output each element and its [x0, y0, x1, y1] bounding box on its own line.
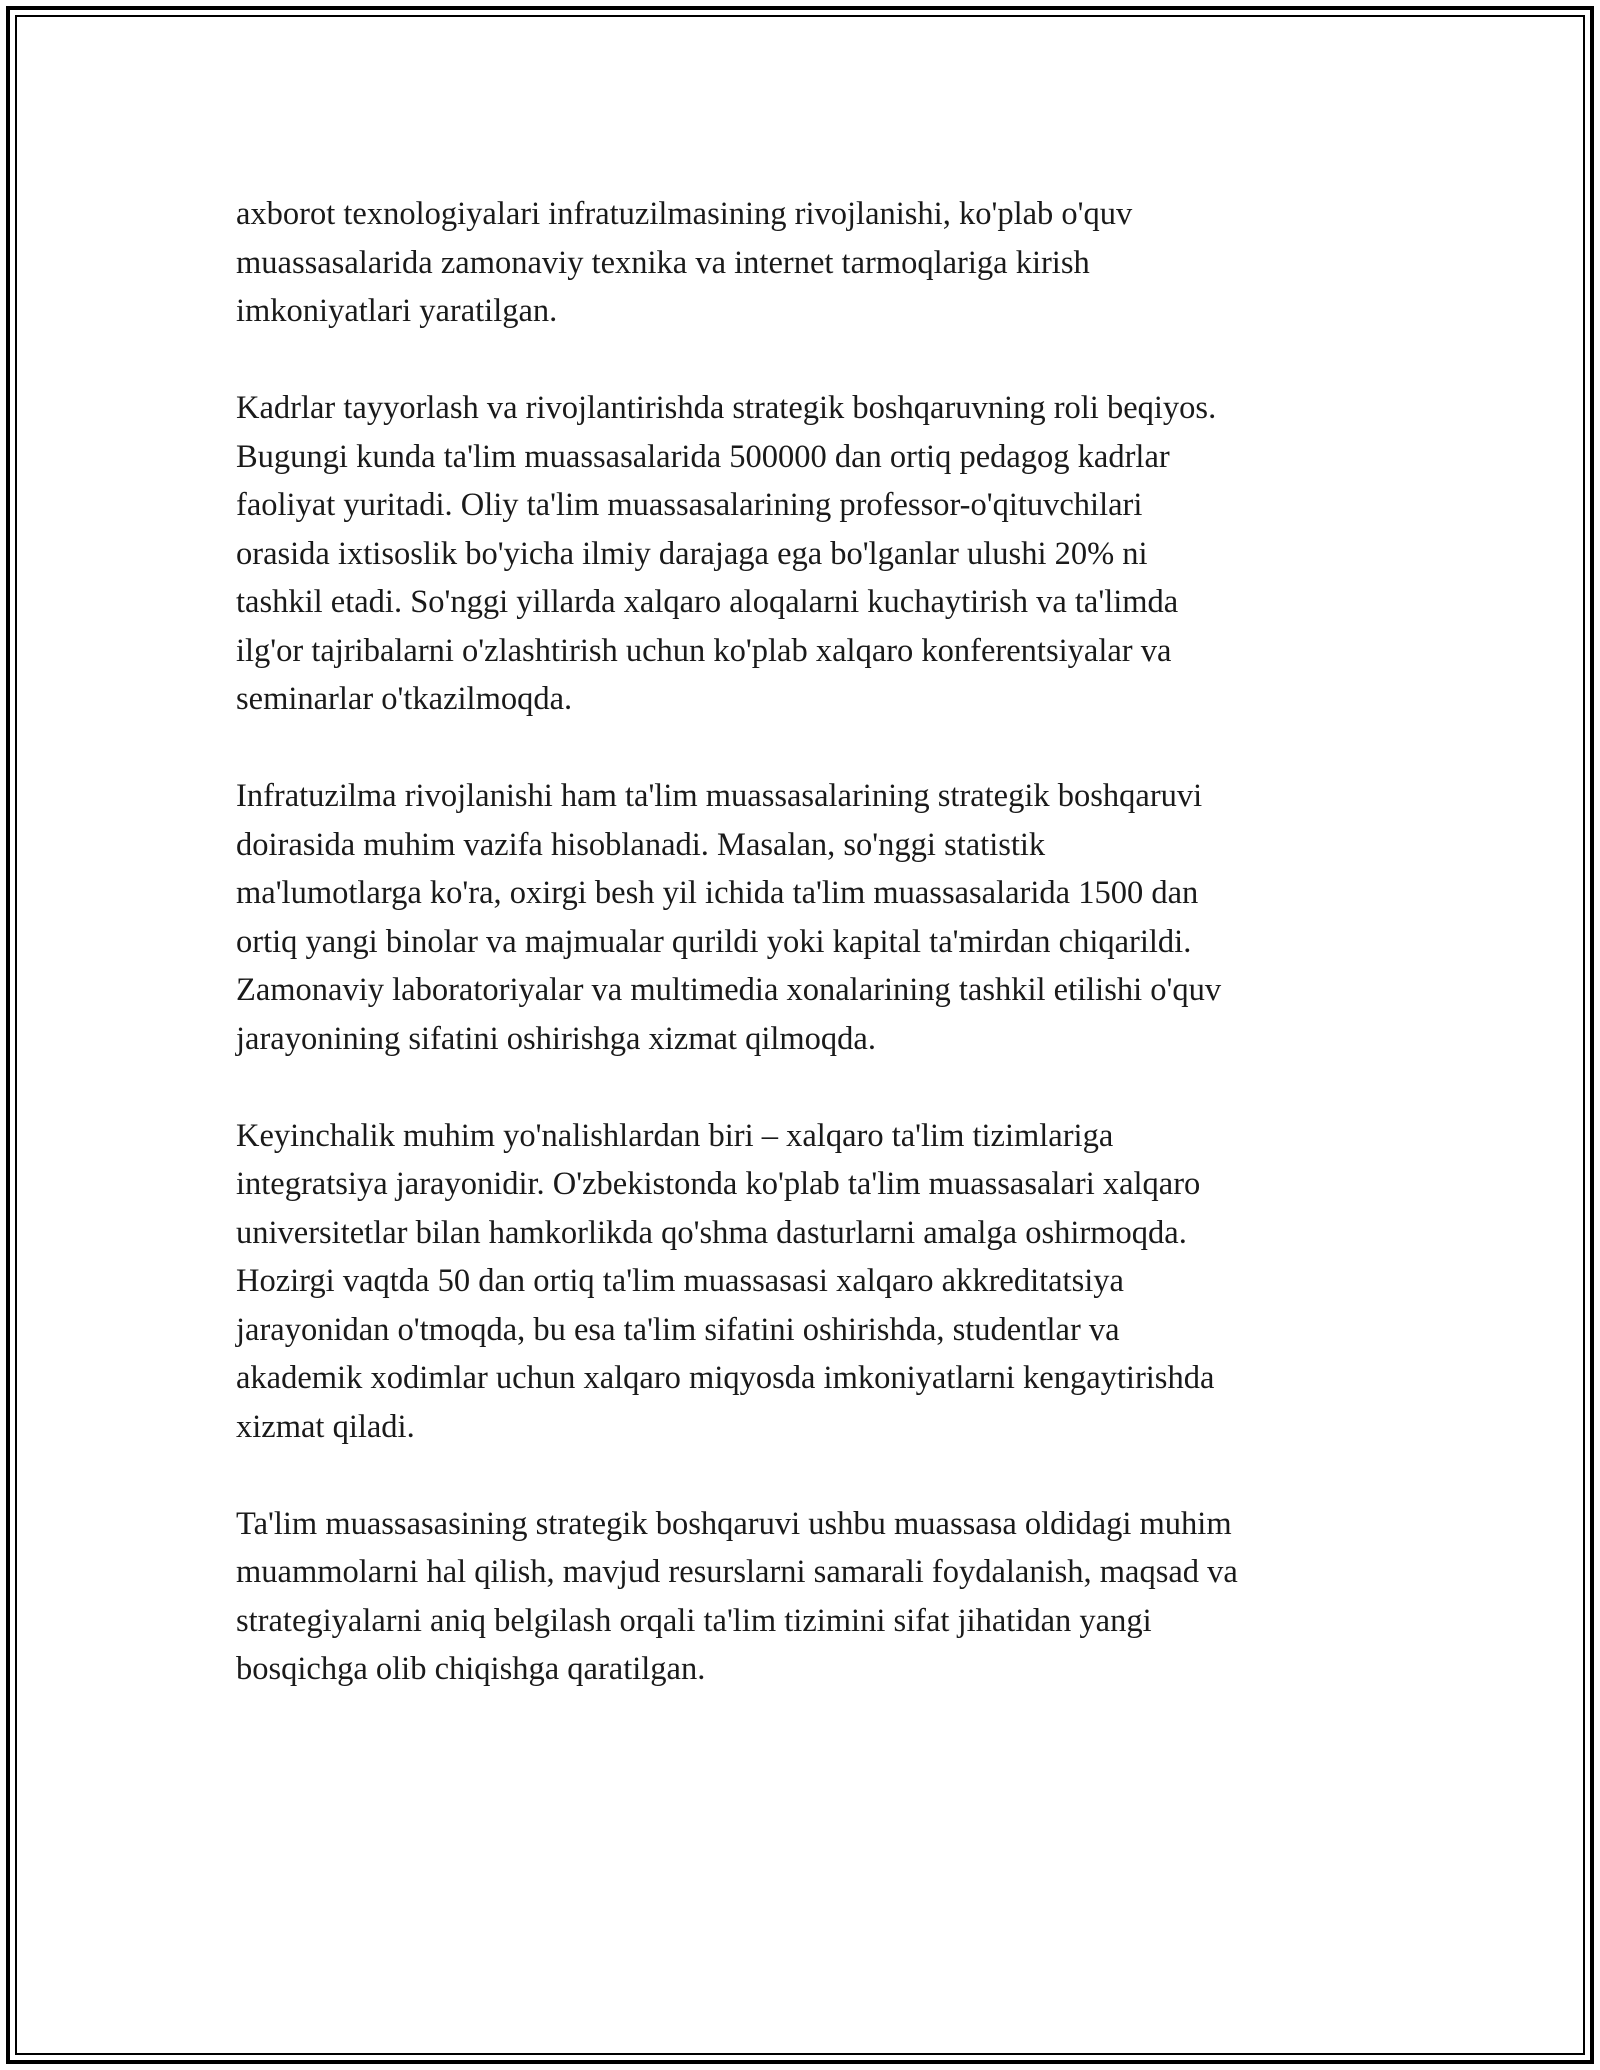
paragraph-1: axborot texnologiyalari infratuzilmasining rivojlanishi, ko'plab o'quv muassasalarida zamonaviy texnika va internet tarmoqlariga kirish imkoniyatlari yaratilgan.	[236, 196, 1133, 329]
document-body	[236, 190, 1396, 1742]
paragraph-2: Kadrlar tayyorlash va rivojlantirishda strategik boshqaruvning roli beqiyos. Bugungi kunda ta'lim muassasalarida 500000 dan ortiq pedagog kadrlar faoliyat yuritadi. Oliy ta'lim muassasalarining professor-o'qituvchilari orasida ixtisoslik bo'yicha ilmiy darajaga ega bo'lganlar ulushi 20% ni tashkil etadi. So'nggi yillarda xalqaro aloqalarni kuchaytirish va ta'limda ilg'or tajribalarni o'zlashtirish uchun ko'plab xalqaro konferentsiyalar va seminarlar o'tkazilmoqda.	[236, 390, 1217, 717]
paragraph-4: Keyinchalik muhim yo'nalishlardan biri – xalqaro ta'lim tizimlariga integratsiya jarayonidir. O'zbekistonda ko'plab ta'lim muassasalari xalqaro universitetlar bilan hamkorlikda qo'shma dasturlarni amalga oshirmoqda. Hozirgi vaqtda 50 dan ortiq ta'lim muassasasi xalqaro akkreditatsiya jarayonidan o'tmoqda, bu esa ta'lim sifatini oshirishda, studentlar va akademik xodimlar uchun xalqaro miqyosda imkoniyatlarni kengaytirishda xizmat qiladi.	[236, 1117, 1215, 1445]
paragraph-3: Infratuzilma rivojlanishi ham ta'lim muassasalarining strategik boshqaruvi doirasida muhim vazifa hisoblanadi. Masalan, so'nggi statistik ma'lumotlarga ko'ra, oxirgi besh yil ichida ta'lim muassasalarida 1500 dan ortiq yangi binolar va majmualar qurildi yoki kapital ta'mirdan chiqarildi. Zamonaviy laboratoriyalar va multimedia xonalarining tashkil etilishi o'quv jarayonining sifatini oshirishga xizmat qilmoqda.	[236, 778, 1222, 1057]
paragraph-5: Ta'lim muassasasining strategik boshqaruvi ushbu muassasa oldidagi muhim muammolarni hal qilish, mavjud resurslarni samarali foydalanish, maqsad va strategiyalarni aniq belgilash orqali ta'lim tizimini sifat jihatidan yangi bosqichga olib chiqishga qaratilgan.	[236, 1505, 1238, 1687]
